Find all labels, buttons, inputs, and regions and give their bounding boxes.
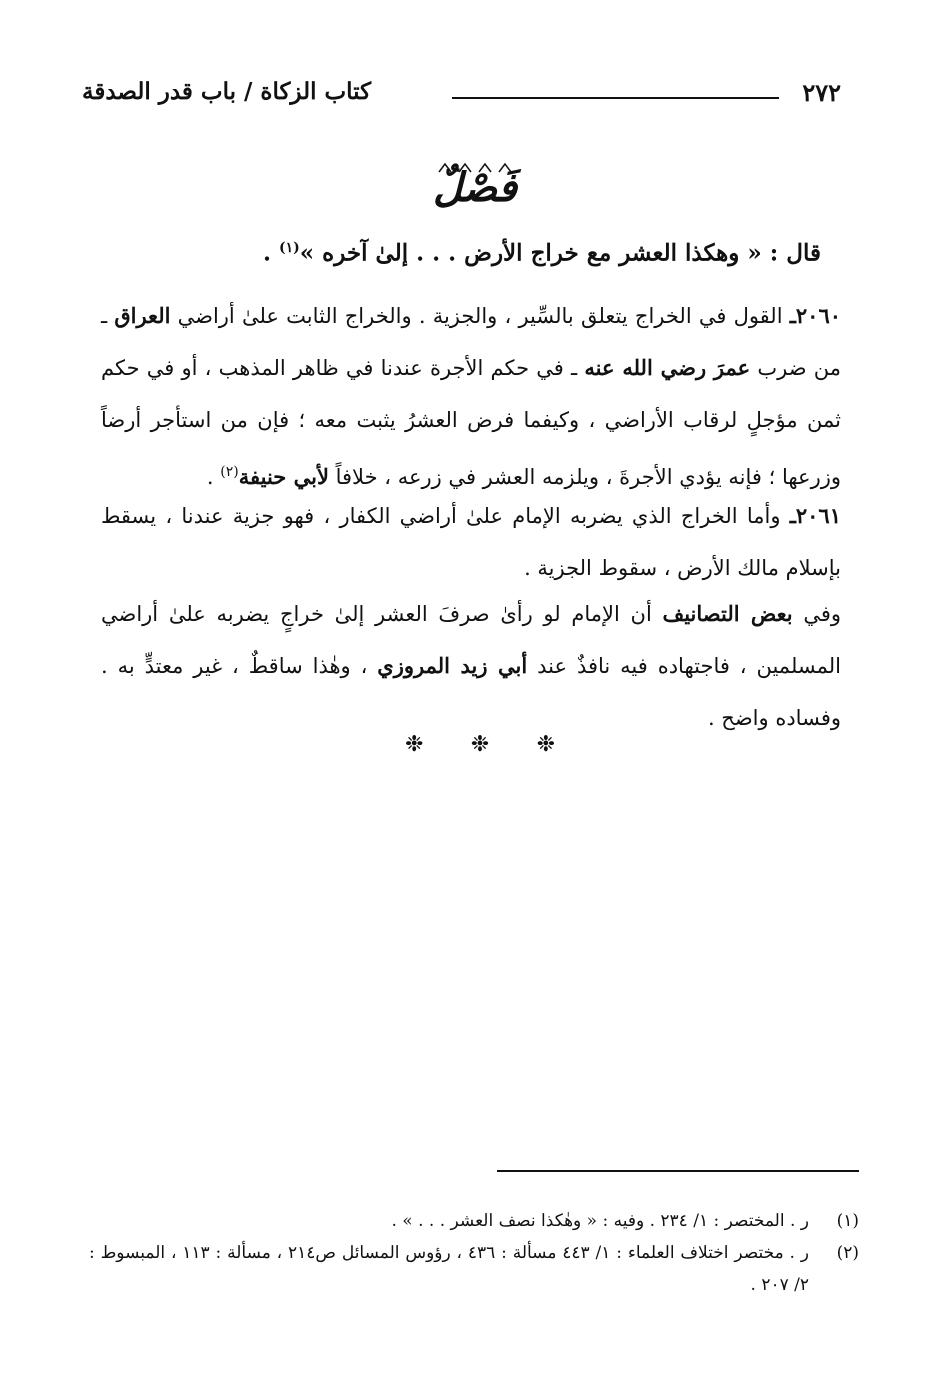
header-rule (452, 97, 779, 99)
footnote-item (89, 1205, 859, 1237)
paragraph-number: ٢٠٦٠ـ (789, 303, 842, 328)
footnote-text: ر . مختصر اختلاف العلماء : ١/ ٤٤٣ مسألة : ٤٣٦ ، رؤوس المسائل ص٢١٤ ، مسألة : ١١٣ ، المبسوط : ٢/ ٢٠٧ . (89, 1243, 809, 1295)
footnote-item (89, 1237, 859, 1301)
footnote-ref: (٢) (220, 464, 239, 480)
section-heading (380, 158, 570, 218)
paragraph-text: وأما الخراج الذي يضربه الإمام علىٰ أراضي الكفار ، فهو جزية عندنا ، يسقط بإسلام مالك الأرض ، سقوط الجزية . (101, 504, 841, 580)
page-number: ٢٧٢ (802, 78, 841, 107)
paragraph-text: أن الإمام لو رأىٰ صرفَ العشر إلىٰ خراجٍ يضربه علىٰ أراضي المسلمين ، فاجتهاده فيه نافذٌ عند (101, 602, 842, 678)
footnote-ref: (١) (279, 240, 300, 256)
paragraph-text: القول في الخراج يتعلق بالسِّير ، والجزية . والخراج الثابت علىٰ أراضي (170, 304, 790, 328)
star-ornament-icon: ❉ (470, 732, 490, 757)
paragraph-2060 (101, 290, 841, 503)
person-name: عمرَ رضي الله عنه (584, 355, 751, 380)
footnotes (89, 1205, 859, 1301)
paragraph-number: ٢٠٦١ـ (789, 503, 841, 528)
person-name: أبي زيد المروزي (377, 653, 528, 678)
star-ornament-icon: ❉ (536, 732, 555, 757)
paragraph-text: وفي (792, 602, 842, 626)
book-reference: بعض التصانيف (662, 601, 793, 626)
footnote-number: (٢) (836, 1243, 859, 1263)
footnote-rule (497, 1170, 859, 1172)
place-name: العراق (114, 303, 171, 328)
paragraph-end: . (206, 465, 221, 489)
quote-text: قال : « وهكذا العشر مع خراج الأرض . . . إلىٰ آخره » (299, 239, 821, 267)
running-title: كتاب الزكاة / باب قدر الصدقة (82, 78, 372, 105)
section-separator (405, 732, 555, 772)
paragraph-2061 (101, 490, 841, 594)
paragraph-text: ـ من ضرب (101, 304, 842, 380)
quoted-statement (121, 228, 821, 274)
running-header (82, 78, 841, 118)
paragraph-tasanif (101, 588, 841, 744)
footnote-number: (١) (836, 1211, 859, 1231)
paragraph-text: ـ في حكم الأجرة عندنا في ظاهر المذهب ، أو في حكم ثمن مؤجلٍ لرقاب الأراضي ، وكيفما فرض العشرُ يثبت معه ؛ فإن من استأجر أرضاً وزرعها ؛ فإنه يؤدي الأجرةَ ، ويلزمه العشر في زرعه ، خلافاً (101, 356, 841, 489)
paragraph-text: ، وهٰذا ساقطٌ ، غير معتدٍّ به . وفساده واضح . (101, 654, 841, 730)
footnote-text: ر . المختصر : ١/ ٢٣٤ . وفيه : « وهٰكذا نصف العشر . . . » . (391, 1211, 809, 1231)
star-ornament-icon: ❉ (405, 732, 424, 757)
section-title: فَصْلٌ (432, 164, 518, 211)
quote-end: . (262, 239, 279, 267)
person-name: لأبي حنيفة (238, 464, 329, 489)
